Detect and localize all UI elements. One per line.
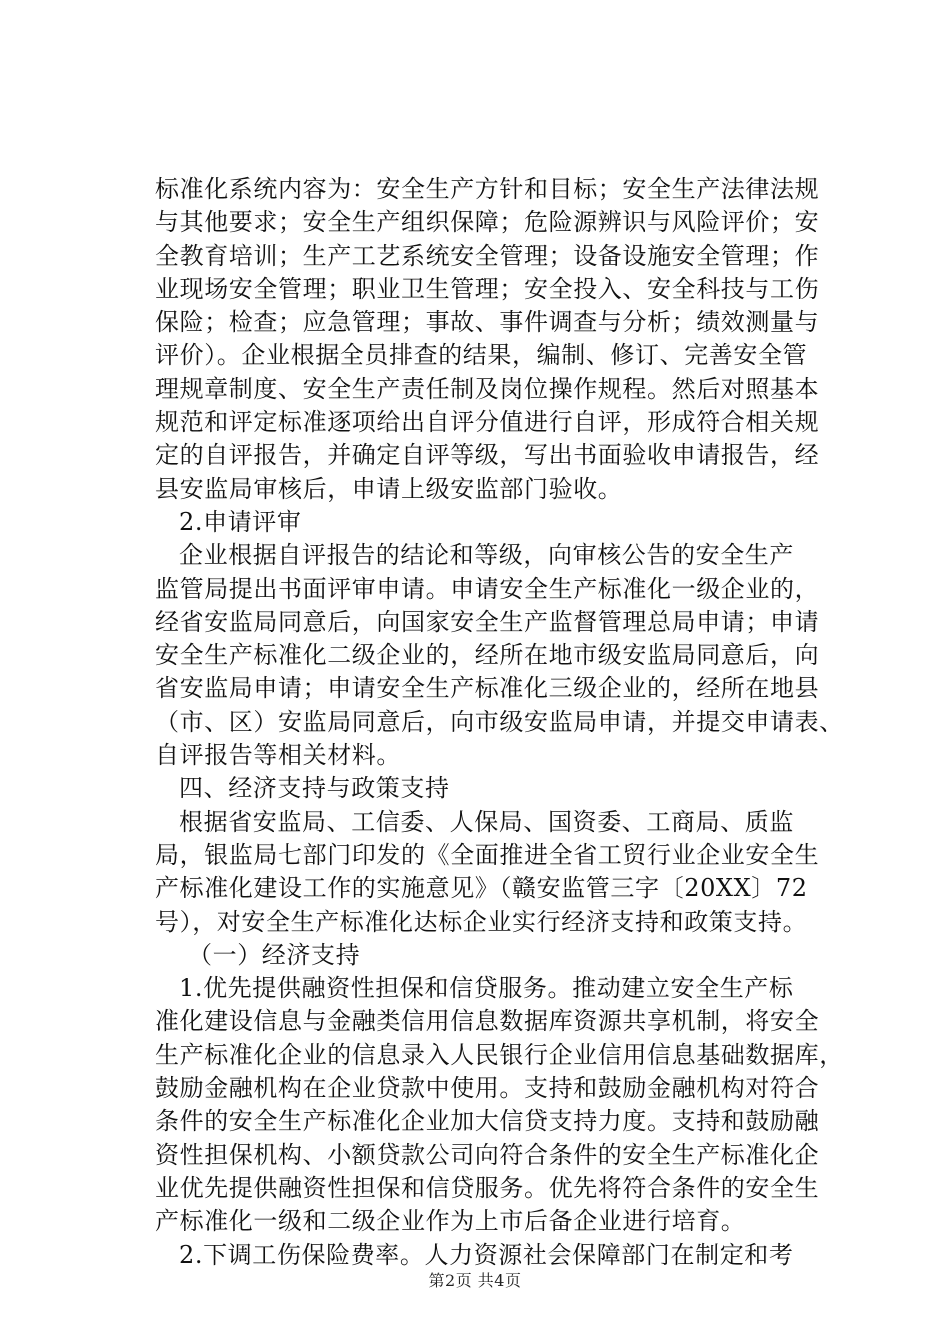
text-line: 企业根据自评报告的结论和等级，向审核公告的安全生产 [179, 541, 794, 570]
text-line: 经省安监局同意后，向国家安全生产监督管理总局申请；申请 [155, 607, 820, 636]
text-line: 安全生产标准化二级企业的，经所在地市级安监局同意后，向 [155, 641, 820, 670]
text-line: 条件的安全生产标准化企业加大信贷支持力度。支持和鼓励融 [155, 1107, 820, 1136]
text-line: 业优先提供融资性担保和信贷服务。优先将符合条件的安全生 [155, 1173, 820, 1202]
text-line: 资性担保机构、小额贷款公司向符合条件的安全生产标准化企 [155, 1140, 820, 1169]
text-line: 号），对安全生产标准化达标企业实行经济支持和政策支持。 [155, 907, 808, 936]
page-footer: 第2页 共4页 [428, 1271, 522, 1290]
text-line: 产标准化一级和二级企业作为上市后备企业进行培育。 [155, 1207, 746, 1236]
text-line: 评价）。企业根据全员排查的结果，编制、修订、完善安全管 [155, 341, 808, 370]
text-line: 根据省安监局、工信委、人保局、国资委、工商局、质监 [179, 807, 794, 836]
text-line: 标准化系统内容为：安全生产方针和目标；安全生产法律法规 [155, 175, 820, 203]
text-line: 准化建设信息与金融类信用信息数据库资源共享机制，将安全 [155, 1007, 820, 1036]
text-line: 规范和评定标准逐项给出自评分值进行自评，形成符合相关规 [155, 408, 820, 437]
text-line: 产标准化建设工作的实施意见》（赣安监管三字〔20XX〕72 [155, 874, 808, 903]
text-line: 自评报告等相关材料。 [155, 741, 401, 770]
text-line: 1.优先提供融资性担保和信贷服务。推动建立安全生产标 [179, 974, 794, 1003]
text-line: 与其他要求；安全生产组织保障；危险源辨识与风险评价；安 [155, 208, 820, 237]
text-line: 理规章制度、安全生产责任制及岗位操作规程。然后对照基本 [155, 374, 820, 403]
text-line: 省安监局申请；申请安全生产标准化三级企业的，经所在地县 [155, 674, 820, 703]
text-line: 2.下调工伤保险费率。人力资源社会保障部门在制定和考 [179, 1240, 794, 1269]
text-line: 鼓励金融机构在企业贷款中使用。支持和鼓励金融机构对符合 [155, 1074, 820, 1103]
text-line: 局，银监局七部门印发的《全面推进全省工贸行业企业安全生 [155, 840, 820, 869]
text-line: 监管局提出书面评审申请。申请安全生产标准化一级企业的， [155, 574, 820, 603]
text-line: （一）经济支持 [188, 940, 361, 969]
text-line: 四、经济支持与政策支持 [179, 774, 450, 803]
text-line: 2.申请评审 [179, 507, 302, 536]
text-line: 生产标准化企业的信息录入人民银行企业信用信息基础数据库， [155, 1040, 844, 1069]
text-line: 定的自评报告，并确定自评等级，写出书面验收申请报告，经 [155, 441, 820, 470]
document-body [155, 173, 844, 1272]
text-line: 业现场安全管理；职业卫生管理；安全投入、安全科技与工伤 [155, 274, 820, 303]
text-line: 保险；检查；应急管理；事故、事件调查与分析；绩效测量与 [155, 308, 820, 337]
text-line: 全教育培训；生产工艺系统安全管理；设备设施安全管理；作 [155, 241, 820, 270]
text-line: 县安监局审核后，申请上级安监部门验收。 [155, 474, 623, 503]
text-line: （市、区）安监局同意后，向市级安监局申请，并提交申请表、 [155, 707, 844, 736]
